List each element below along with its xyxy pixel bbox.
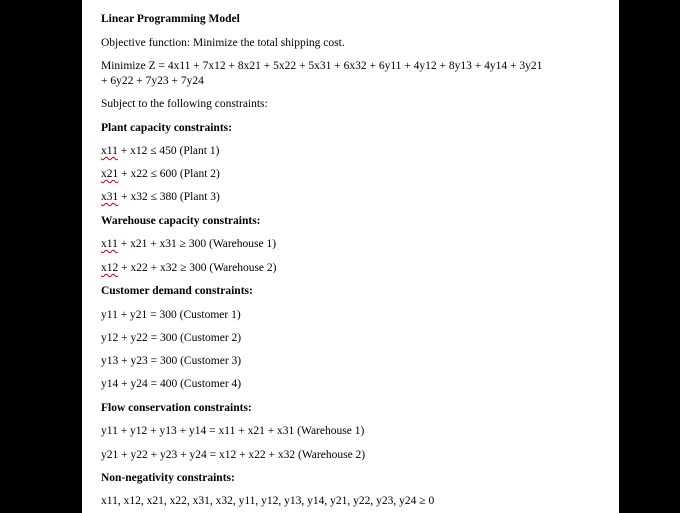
customer-2-constraint: y12 + y22 = 300 (Customer 2) bbox=[101, 332, 242, 344]
customer-4-constraint: y14 + y24 = 400 (Customer 4) bbox=[101, 378, 242, 390]
customer-1-constraint: y11 + y21 = 300 (Customer 1) bbox=[101, 309, 241, 321]
plant-capacity-heading: Plant capacity constraints: bbox=[101, 122, 232, 134]
spellcheck-word[interactable]: x21 bbox=[101, 168, 119, 180]
flow-conservation-heading: Flow conservation constraints: bbox=[101, 402, 252, 414]
spellcheck-word[interactable]: x11 bbox=[101, 238, 118, 250]
document-page bbox=[82, 0, 619, 513]
objective-function-line-2: + 6y22 + 7y23 + 7y24 bbox=[101, 75, 204, 87]
warehouse-2-constraint bbox=[101, 261, 277, 275]
flow-warehouse-1-constraint: y11 + y12 + y13 + y14 = x11 + x21 + x31 (Warehouse 1) bbox=[101, 425, 365, 437]
plant-1-constraint bbox=[101, 144, 219, 158]
customer-3-constraint: y13 + y23 = 300 (Customer 3) bbox=[101, 355, 242, 367]
spellcheck-word[interactable]: x11 bbox=[101, 145, 118, 157]
spellcheck-word[interactable]: x31 bbox=[101, 191, 119, 203]
constraint-text: + x22 + x32 ≥ 300 (Warehouse 2) bbox=[118, 262, 277, 274]
objective-label: Objective function: Minimize the total shipping cost. bbox=[101, 37, 345, 49]
non-negativity-constraint: x11, x12, x21, x22, x31, x32, y11, y12, y13, y14, y21, y22, y23, y24 ≥ 0 bbox=[101, 495, 435, 507]
plant-3-constraint bbox=[101, 190, 220, 204]
objective-function-line-1: Minimize Z = 4x11 + 7x12 + 8x21 + 5x22 + 5x31 + 6x32 + 6y11 + 4y12 + 8y13 + 4y14 + 3y21 bbox=[101, 60, 543, 72]
constraint-text: + x12 ≤ 450 (Plant 1) bbox=[117, 145, 220, 157]
subject-to-label: Subject to the following constraints: bbox=[101, 98, 268, 110]
plant-2-constraint bbox=[101, 167, 220, 181]
flow-warehouse-2-constraint: y21 + y22 + y23 + y24 = x12 + x22 + x32 (Warehouse 2) bbox=[101, 449, 366, 461]
customer-demand-heading: Customer demand constraints: bbox=[101, 285, 253, 297]
constraint-text: + x21 + x31 ≥ 300 (Warehouse 1) bbox=[117, 238, 277, 250]
warehouse-1-constraint bbox=[101, 237, 276, 251]
constraint-text: + x32 ≤ 380 (Plant 3) bbox=[118, 191, 220, 203]
constraint-text: + x22 ≤ 600 (Plant 2) bbox=[118, 168, 220, 180]
non-negativity-heading: Non-negativity constraints: bbox=[101, 472, 235, 484]
document-title: Linear Programming Model bbox=[101, 13, 240, 25]
warehouse-capacity-heading: Warehouse capacity constraints: bbox=[101, 215, 261, 227]
spellcheck-word[interactable]: x12 bbox=[101, 262, 119, 274]
